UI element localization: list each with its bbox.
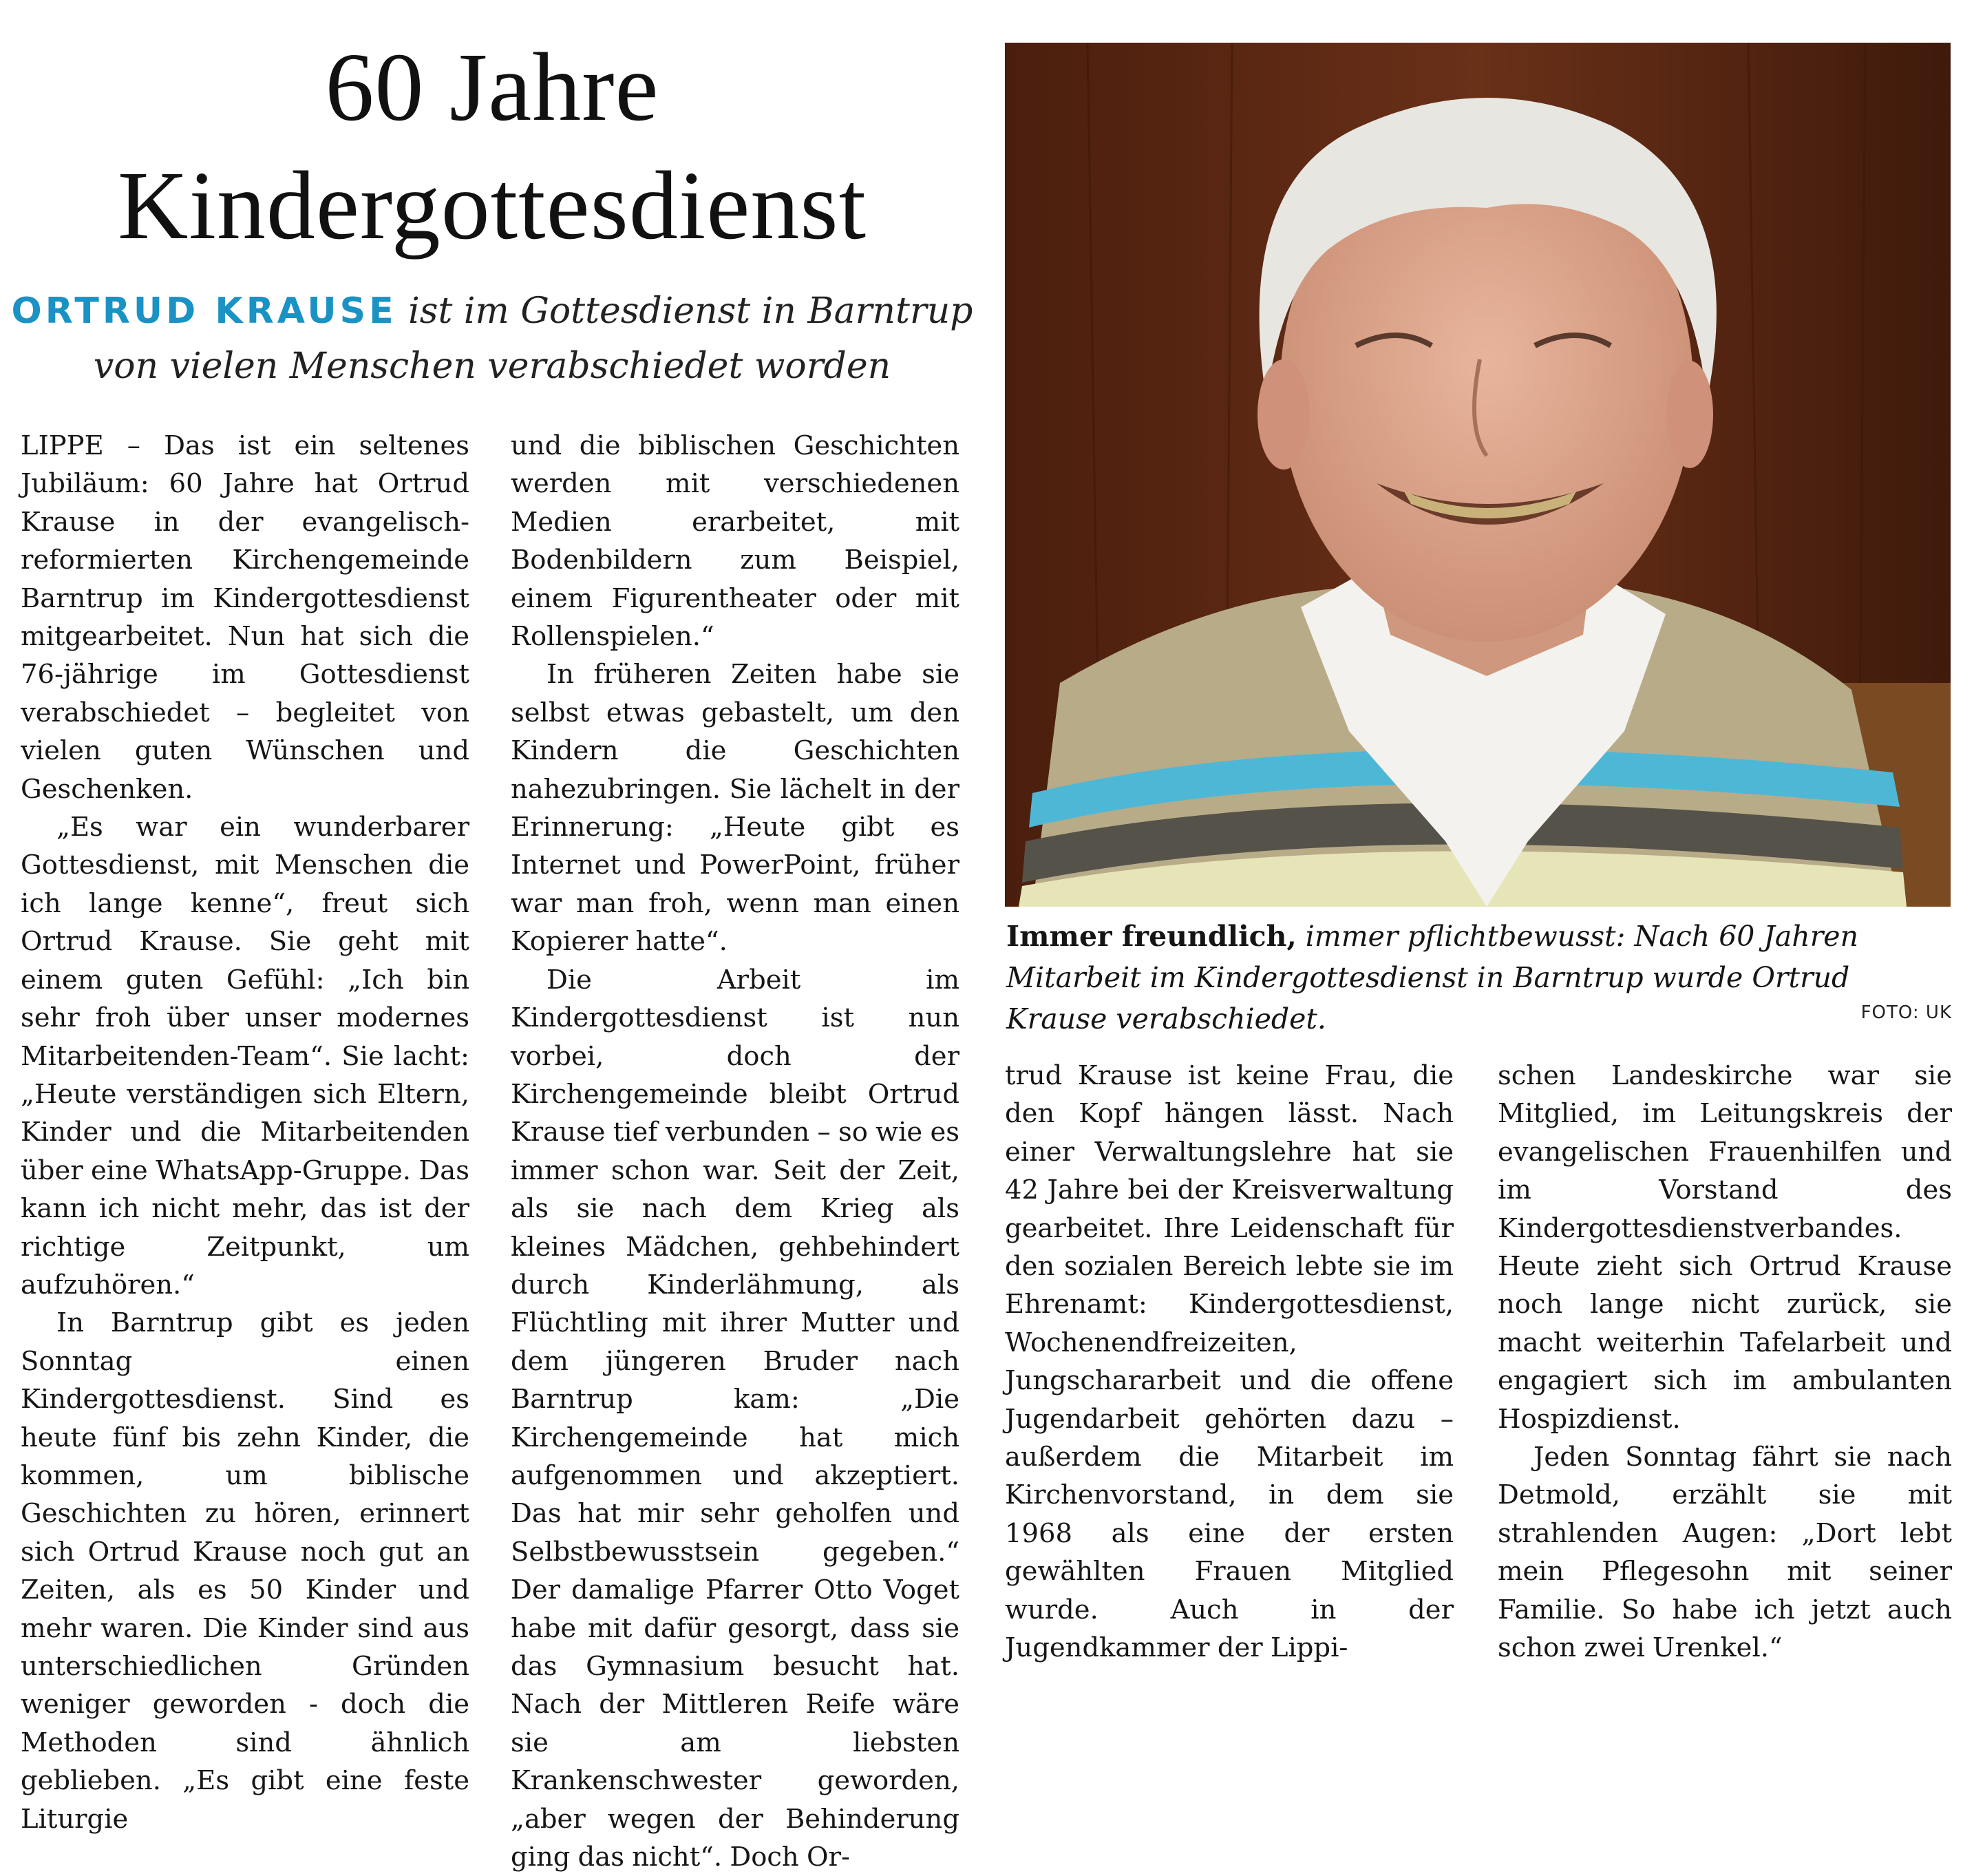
caption-lead: Immer freundlich, <box>1006 920 1297 953</box>
paragraph: schen Landeskirche war sie Mitglied, im Leitungskreis der evangelischen Frauenhilfen und im Vorstand des Kindergottesdienstverbandes. Heute zieht sich Ortrud Krause noch lange nicht zurück, sie macht weiterhin Tafelarbeit und engagiert sich im ambulanten Hospizdienst. <box>1498 1060 1952 1435</box>
paragraph: trud Krause ist keine Frau, die den Kopf hängen lässt. Nach einer Verwaltungslehre hat sie 42 Jahre bei der Kreisverwaltung gearbeitet. Ihre Leidenschaft für den sozialen Bereich lebte sie im Ehrenamt: Kindergottesdienst, Wochenendfreizeiten, Jungschararbeit und die offene Jugendarbeit gehörten dazu – außerdem die Mitarbeit im Kirchenvorstand, in dem sie 1968 als eine der ersten gewählten Frauen Mitglied wurde. Auch in der Jugendkammer der Lippi- <box>1005 1060 1454 1664</box>
subheadline-name: ORTRUD KRAUSE <box>11 291 397 332</box>
paragraph: In früheren Zeiten habe sie selbst etwas gebastelt, um den Kindern die Geschichten nahezubringen. Sie lächelt in der Erinnerung: „Heute gibt es Internet und PowerPoint, früher war man froh, wenn man einen Kopierer hatte“. <box>511 659 959 958</box>
subheadline-text-2: von vielen Menschen verabschiedet worden <box>93 346 891 387</box>
caption-text: immer pflichtbewusst: Nach 60 Jahren Mitarbeit im Kindergottesdienst in Barntrup wurde Ortrud Krause verabschiedet. <box>1006 920 1858 1035</box>
article-column-1 <box>21 427 469 1835</box>
headline <box>0 28 984 264</box>
paragraph: und die biblischen Geschichten werden mit verschiedenen Medien erarbeitet, mit Bodenbildern zum Beispiel, einem Figurentheater oder mit Rollenspielen.“ <box>511 430 959 653</box>
portrait-illustration <box>1005 43 1951 907</box>
photo-credit: FOTO: UK <box>1860 1002 1952 1023</box>
subheadline <box>0 284 984 394</box>
article-column-2 <box>511 427 959 1873</box>
paragraph: „Es war ein wunderbarer Gottesdienst, mit Menschen die ich lange kenne“, freut sich Ortrud Krause. Sie geht mit einem guten Gefühl: „Ich bin sehr froh über unser modernes Mitarbeitenden-Team“. Sie lacht: „Heute verständigen sich Eltern, Kinder und die Mitarbeitenden über eine WhatsApp-Gruppe. Das kann ich nicht mehr, das ist der richtige Zeitpunkt, um aufzuhören.“ <box>21 812 469 1300</box>
subheadline-text-1: ist im Gottesdienst in Barntrup <box>408 291 973 332</box>
portrait-photo <box>1005 43 1951 907</box>
article-column-3 <box>1005 1057 1454 1664</box>
headline-line-1: 60 Jahre <box>325 32 659 141</box>
paragraph: In Barntrup gibt es jeden Sonntag einen Kindergottesdienst. Sind es heute fünf bis zehn Kinder, die kommen, um biblische Geschichten zu hören, erinnert sich Ortrud Krause noch gut an Zeiten, als es 50 Kinder und mehr waren. Die Kinder sind aus unterschiedlichen Gründen weniger geworden - doch die Methoden sind ähnlich geblieben. „Es gibt eine feste Liturgie <box>21 1307 469 1835</box>
paragraph: Jeden Sonntag fährt sie nach Detmold, erzählt sie mit strahlenden Augen: „Dort lebt mein Pflegesohn mit seiner Familie. So habe ich jetzt auch schon zwei Urenkel.“ <box>1498 1442 1952 1664</box>
headline-line-2: Kindergottesdienst <box>117 151 867 260</box>
photo-caption <box>1006 916 1952 1040</box>
paragraph: Die Arbeit im Kindergottesdienst ist nun vorbei, doch der Kirchengemeinde bleibt Ortrud Krause tief verbunden – so wie es immer schon war. Seit der Zeit, als sie nach dem Krieg als kleines Mädchen, gehbehindert durch Kinderlähmung, als Flüchtling mit ihrer Mutter und dem jüngeren Bruder nach Barntrup kam: „Die Kirchengemeinde hat mich aufgenommen und akzeptiert. Das hat mir sehr geholfen und Selbstbewusstsein gegeben.“ Der damalige Pfarrer Otto Voget habe mit dafür gesorgt, dass sie das Gymnasium besucht hat. Nach der Mittleren Reife wäre sie am liebsten Krankenschwester geworden, „aber wegen der Behinderung ging das nicht“. Doch Or- <box>511 964 959 1873</box>
paragraph: LIPPE – Das ist ein seltenes Jubiläum: 60 Jahre hat Ortrud Krause in der evangelisch-reformierten Kirchengemeinde Barntrup im Kindergottesdienst mitgearbeitet. Nun hat sich die 76-jährige im Gottesdienst verabschiedet – begleitet von vielen guten Wünschen und Geschenken. <box>21 430 469 805</box>
article-column-4 <box>1498 1057 1952 1664</box>
